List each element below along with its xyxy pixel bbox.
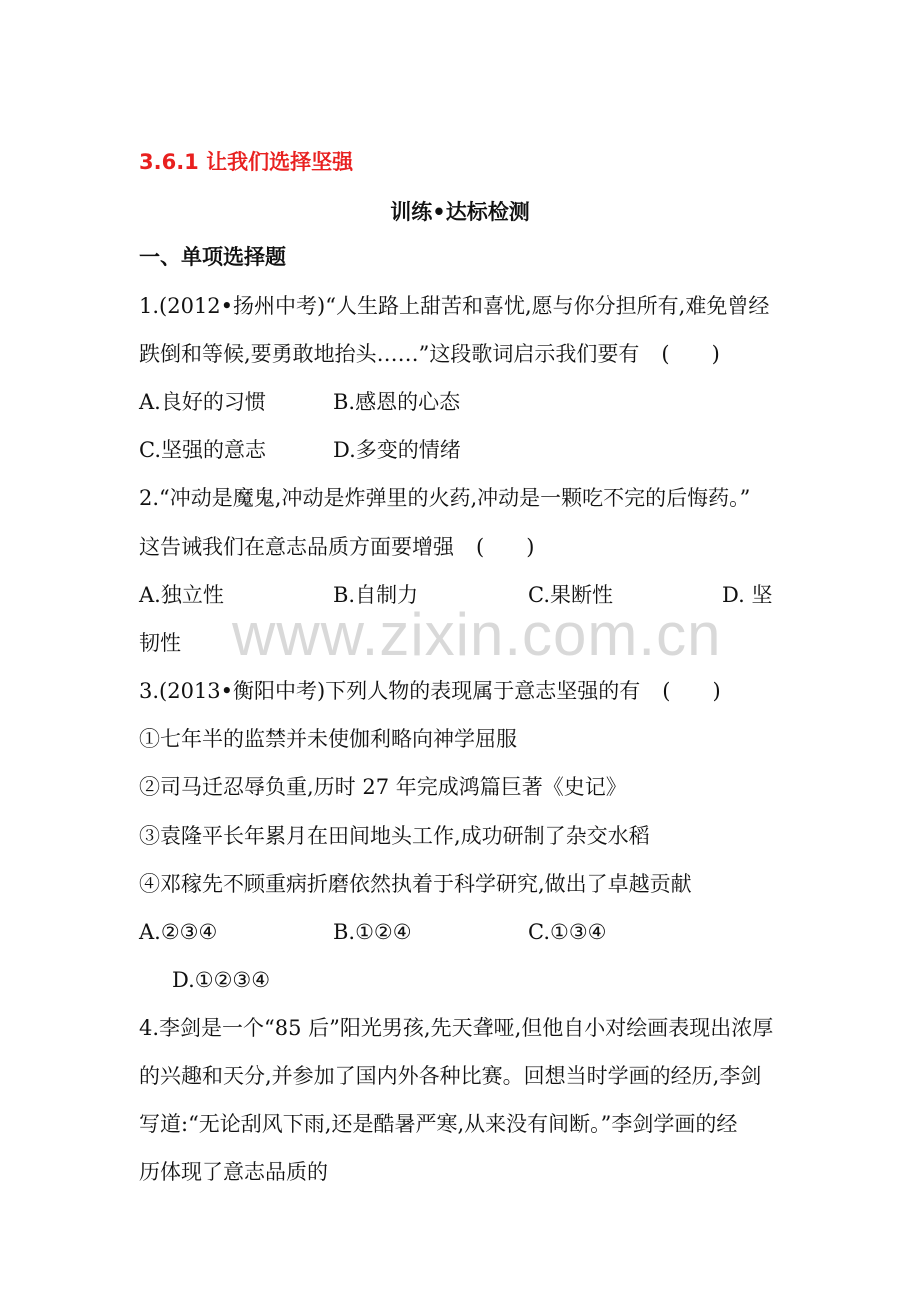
- question-2-text: 这告诫我们在意志品质方面要增强: [139, 535, 454, 559]
- question-1-text: 跌倒和等候,要勇敢地抬头……”这段歌词启示我们要有: [139, 342, 640, 366]
- question-3-option-a: A.②③④: [139, 920, 218, 944]
- question-1-option-d: D.多变的情绪: [333, 438, 461, 462]
- answer-blank: ( ): [476, 535, 535, 559]
- question-3-item-3: ③袁隆平长年累月在田间地头工作,成功研制了杂交水稻: [139, 824, 650, 848]
- question-1-line-2: [139, 340, 720, 368]
- question-3-item-2: ②司马迁忍辱负重,历时 27 年完成鸿篇巨著《史记》: [139, 775, 627, 799]
- question-1-option-a: A.良好的习惯: [139, 390, 266, 414]
- question-4-line-4: 历体现了意志品质的: [139, 1160, 328, 1184]
- section-subtitle: 训练•达标检测: [390, 200, 530, 224]
- question-3-item-4: ④邓稼先不顾重病折磨依然执着于科学研究,做出了卓越贡献: [139, 872, 692, 896]
- question-1-line-1: 1.(2012•扬州中考)“人生路上甜苦和喜忧,愿与你分担所有,难免曾经: [139, 294, 770, 318]
- question-3-option-d: D.①②③④: [172, 968, 271, 992]
- question-4-line-2: 的兴趣和天分,并参加了国内外各种比赛。回想当时学画的经历,李剑: [139, 1064, 762, 1088]
- question-2-line-1: 2.“冲动是魔鬼,冲动是炸弹里的火药,冲动是一颗吃不完的后悔药。”: [139, 486, 751, 510]
- answer-blank: ( ): [662, 679, 721, 703]
- question-2-option-d-continued: 韧性: [139, 631, 181, 655]
- section-heading: 一、单项选择题: [139, 245, 286, 269]
- question-2-option-b: B.自制力: [333, 583, 419, 607]
- question-2-option-a: A.独立性: [139, 583, 224, 607]
- question-3-item-1: ①七年半的监禁并未使伽利略向神学屈服: [139, 727, 517, 751]
- question-3-option-b: B.①②④: [333, 920, 412, 944]
- watermark: www.zixin.com.cn: [232, 601, 722, 668]
- question-4-line-3: 写道:“无论刮风下雨,还是酷暑严寒,从来没有间断。”李剑学画的经: [139, 1112, 738, 1136]
- question-1-option-c: C.坚强的意志: [139, 438, 266, 462]
- answer-blank: ( ): [661, 342, 720, 366]
- question-1-option-b: B.感恩的心态: [333, 390, 461, 414]
- question-3-line-1: [139, 677, 721, 705]
- question-3-text: 3.(2013•衡阳中考)下列人物的表现属于意志坚强的有: [139, 679, 641, 703]
- question-3-option-c: C.①③④: [528, 920, 607, 944]
- question-2-line-2: [139, 533, 534, 561]
- question-2-option-c: C.果断性: [528, 583, 613, 607]
- question-4-line-1: 4.李剑是一个“85 后”阳光男孩,先天聋哑,但他自小对绘画表现出浓厚: [139, 1016, 774, 1040]
- question-2-option-d: D. 坚: [722, 583, 773, 607]
- lesson-title: 3.6.1 让我们选择坚强: [139, 150, 354, 174]
